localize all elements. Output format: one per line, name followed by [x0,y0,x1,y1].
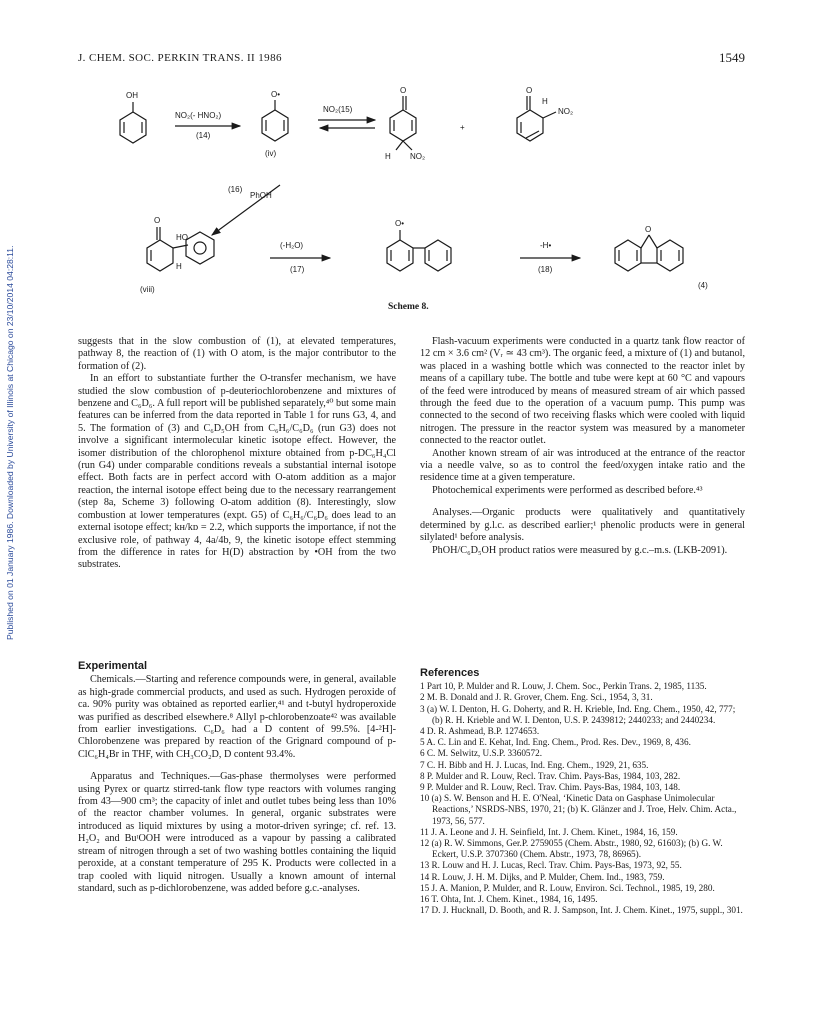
phoh-label: PhOH [250,191,272,200]
scheme-8 [80,80,760,320]
ortho-dienone-o-label: O [526,86,533,95]
left-column [78,336,396,572]
reference-item: 6 C. M. Selwitz, U.S.P. 3360572. [420,748,543,759]
reference-item: 11 J. A. Leone and J. H. Seinfield, Int. J. Chem. Kinet., 1984, 16, 159. [420,826,678,837]
step-18-label: (18) [538,265,553,274]
nitro-dienone-structure [390,96,416,150]
viii-h-label: H [176,262,182,271]
reference-item: 4 D. R. Ashmead, B.P. 1274653. [420,726,540,737]
reference-item: 5 A. C. Lin and E. Kehat, Ind. Eng. Chem., Prod. Res. Dev., 1969, 8, 436. [420,737,691,748]
paragraph: Another known stream of air was introduced at the entrance of the reactor via a needle valve, so as to control the feed/oxygen intake ratio and the residence time at a given temperature. [420,447,745,484]
viii-ho-label: HO [176,233,188,242]
dienone-no2-label: NO₂ [410,152,426,161]
ortho-dienone-no2-label: NO₂ [558,107,574,116]
reference-item: 12 (a) R. W. Simmons, Ger.P. 2759055 (Chem. Abstr., 1980, 92, 61603); (b) G. W. Eckert, U.S.P. 3707360 (Chem. Abstr., 1973, 78, 86965). [420,838,723,860]
step-14-label: (14) [196,131,211,140]
ortho-dienone-h-label: H [542,97,548,106]
reference-item: 8 P. Mulder and R. Louw, Recl. Trav. Chim. Pays-Bas, 1984, 103, 282. [420,770,681,781]
product-label-4: (4) [698,281,708,290]
reference-item: 16 T. Ohta, Int. J. Chem. Kinet., 1984, 16, 1495. [420,894,598,905]
reference-item: 2 M. B. Donald and J. R. Grover, Chem. Eng. Sci., 1954, 3, 31. [420,692,653,703]
reference-item: 15 J. A. Manion, P. Mulder, and R. Louw, Environ. Sci. Technol., 1985, 19, 280. [420,882,715,893]
phenoxyl-radical-structure [262,100,288,141]
viii-o-label: O [154,216,161,225]
reagent-15-label: NO₂(15) [323,105,353,114]
experimental-section [78,660,396,895]
reference-item: 7 C. H. Bibb and H. J. Lucas, Ind. Eng. Chem., 1929, 21, 635. [420,759,649,770]
oh-label: OH [126,91,138,100]
reference-item: 17 D. J. Hucknall, D. Booth, and R. J. Sampson, Int. J. Chem. Kinet., 1975, suppl., 301. [420,905,743,916]
reference-item: 3 (a) W. I. Denton, H. G. Doherty, and R. H. Krieble, Ind. Eng. Chem., 1950, 42, 777; (b) R. H. Krieble and W. I. Denton, U.S. P. 2439812; 2440233; and 2440234. [420,703,736,725]
reference-item: 13 R. Louw and H. J. Lucas, Recl. Trav. Chim. Pays-Bas, 1973, 92, 55. [420,860,682,871]
paragraph: Flash-vacuum experiments were conducted in a quartz tank flow reactor of 12 cm × 3.6 cm² (Vᵣ ≃ 43 cm³). The organic feed, a mixture of (1) and butanol, was placed in a washing bottle which was connected to the reactor inlet by means of a capillary tube. The bottle and tube were kept at 60 °C and vapours of the feed were introduced by means of measured stream of air which passed through the feed due to the operation of a vacuum pump. This pump was connected to the second of two receiving flasks which were cooled with liquid nitrogen. The pressure in the reactor system was measured by a manometer connected to the reactor outlet. [420,336,745,447]
reaction-scheme [80,80,760,320]
scheme-caption: Scheme 8. [388,302,429,312]
label-iv: (iv) [265,149,277,158]
section-heading: Experimental [78,660,148,672]
section-heading: References [420,667,480,679]
paragraph: Chemicals.—Starting and reference compounds were, in general, available as high-grade commercial products, and used as such. Hydrogen peroxide of ca. 90% purity was obtained as reported earlier,⁴¹ and t-butyl hydroperoxide was purified as described elsewhere.⁸ Allyl p-chlorobenzoate⁴² was available from earlier investigations. C₆D₆ had a D content of 99.5%. [4-²H]-Chlorobenzene was prepared by reaction of the Grignard compound of p-ClC₆H₄Br in THF, with CH₃CO₂D, D content 93.4%. [78,674,396,760]
reference-item: 1 Part 10, P. Mulder and R. Louw, J. Chem. Soc., Perkin Trans. 2, 1985, 1135. [420,681,707,692]
step-16-label: (16) [228,185,243,194]
biphenyloxyl-structure [387,230,451,271]
right-column [420,336,745,557]
ortho-nitro-dienone-structure [517,96,556,141]
running-header: J. CHEM. SOC. PERKIN TRANS. II 1986 [78,52,282,64]
paragraph: In an effort to substantiate further the O-transfer mechanism, we have studied the slow combustion of p-deuteriochlorobenzene and mixtures of benzene and C₆D₆. A full report will be published separately,⁴⁰ but some main features can be inferred from the data reported in Table 1 for runs G3, 4, and 5. The formation of (3) and C₆D₅OH from C₆H₆/C₆D₆ (run G3) does not involve a significant intermolecular kinetic isotope effect. However, the isomer distribution of the chlorophenol mixture obtained from p-DC₆H₄Cl (run G4) under comparable conditions reveals a substantial internal isotope effect. Both facts are in perfect accord with O-atom addition as a major reaction, the internal isotope effect being due to the necessary rearrangement (step 8a, Scheme 3) following O-atom addition (8). Interestingly, slow combustion at lower temperatures (expt. G5) of C₆H₆/C₆D₆ does lead to an external isotope effect; kʜ/kᴅ = 2.2, which supports the importance, if not the exclusive role, of pathway 4, 4a/4b, 9, the kinetic isotope effect stemming from the difference in rates for H(D) abstraction by •OH from the two substrates. [78,373,396,571]
paragraph: PhOH/C₆D₅OH product ratios were measured by g.c.–m.s. (LKB-2091). [432,544,728,556]
reagent-18-label: -H• [540,241,552,250]
reference-item: 10 (a) S. W. Benson and H. E. O'Neal, ‘Kinetic Data on Gasphase Unimolecular Reactions,’ NSRDS-NBS, 1970, 21; (b) K. Glänzer and J. Troe, Helv. Chim. Acta., 1973, 56, 577. [420,793,737,826]
step-17-label: (17) [290,265,305,274]
reference-item: 14 R. Louw, J. H. M. Dijks, and P. Mulder, Chem. Ind., 1983, 759. [420,871,665,882]
paragraph: Photochemical experiments were performed as described before.⁴³ [432,484,703,496]
page-number: 1549 [719,50,745,65]
biphenyloxyl-o-label: O• [395,219,405,228]
paragraph: Apparatus and Techniques.—Gas-phase thermolyses were performed using Pyrex or quartz stirred-tank flow type reactors with volumes ranging from 43—900 cm³; the capacity of inlet and outlet tubes being less than 10% of the reactor chamber volumes. In general, organic substrates were introduced as liquid mixtures by using a motor-driven syringe; cf. ref. 13. H₂O₂ and BuᵗOOH were introduced as a vapour by passing a calibrated stream of nitrogen through a set of two washing bottles containing the liquid peroxide, at a constant temperature of 295 K. Products were collected in a trap cooled with liquid nitrogen. Usually a known amount of internal standard, such as p-dichlorobenzene, was added before g.c.-analyses. [78,771,396,894]
dibenzofuran-structure [615,235,683,271]
phenol-structure [120,102,146,143]
dienone-o-label: O [400,86,407,95]
label-viii: (viii) [140,285,155,294]
reference-item: 9 P. Mulder and R. Louw, Recl. Trav. Chim. Pays-Bas, 1984, 103, 148. [420,782,681,793]
furan-o-label: O [645,225,652,234]
dienone-h-label: H [385,152,391,161]
paragraph: Analyses.—Organic products were qualitatively and quantitatively determined by g.l.c. as described earlier;¹ phenolic products were in general silylated¹ before analysis. [420,507,745,544]
reagent-14-label: NO₂(- HNO₂) [175,111,222,120]
phenoxyl-o-label: O• [271,90,281,99]
reagent-17-label: (-H₂O) [280,241,304,250]
plus-sign: + [460,123,465,132]
paragraph: suggests that in the slow combustion of (1), at elevated temperatures, pathway 8, the reaction of (1) with O atom, is the major contributor to the formation of (2). [78,336,396,372]
watermark-text: Published on 01 January 1986. Downloaded by University of Illinois at Chicago on 23/10/2014 04:28:11. [5,245,15,640]
references-section [420,668,745,916]
download-watermark [3,160,15,640]
